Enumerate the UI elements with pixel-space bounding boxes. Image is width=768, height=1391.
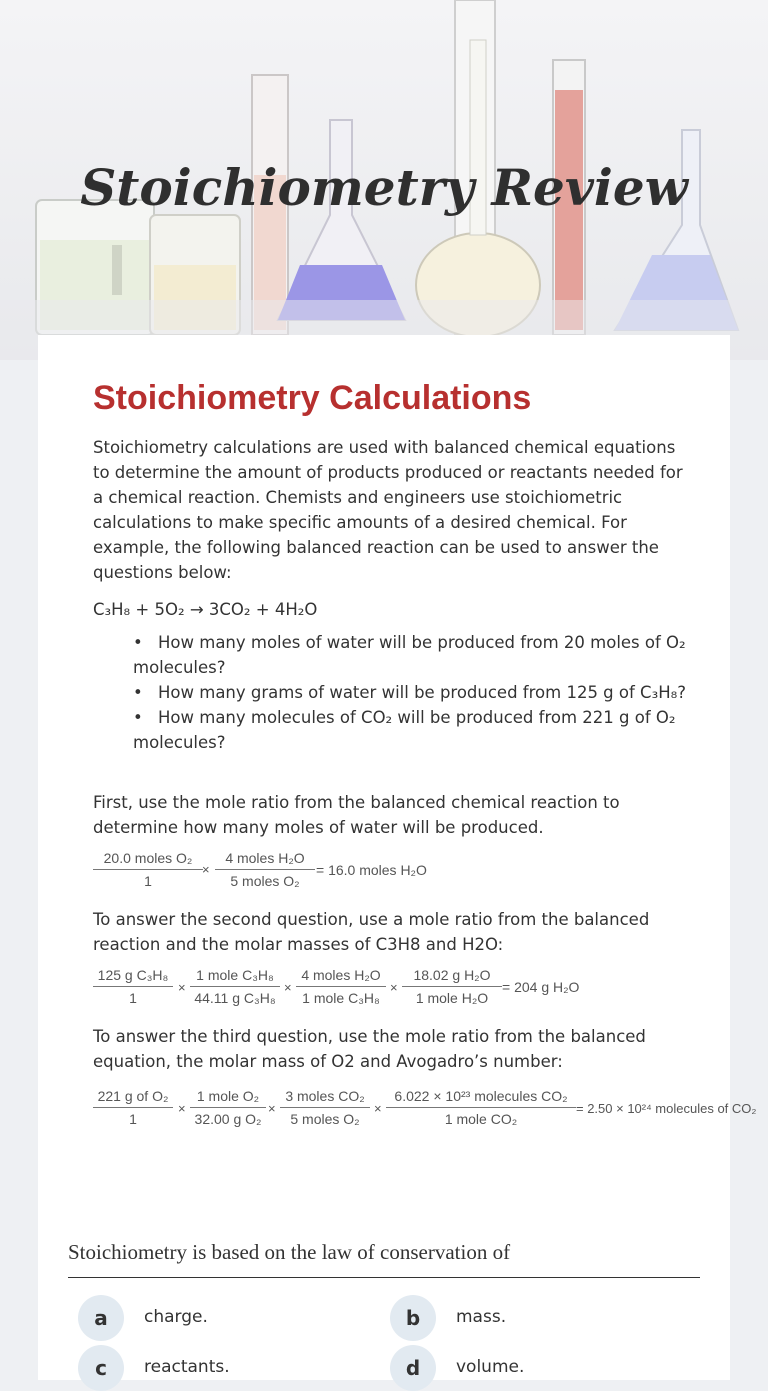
answer-option-a[interactable] xyxy=(78,1295,358,1341)
multiply-sign: × xyxy=(268,1101,276,1116)
answer-option-b[interactable] xyxy=(390,1295,670,1341)
bullet-icon: • xyxy=(133,633,143,652)
fraction: 4 moles H₂O 5 moles O₂ xyxy=(215,850,315,889)
fraction: 20.0 moles O₂ 1 xyxy=(93,850,203,889)
option-label: charge. xyxy=(144,1307,208,1327)
fraction: 18.02 g H₂O 1 mole H₂O xyxy=(402,967,502,1006)
page-title: Stoichiometry Review xyxy=(80,158,688,217)
fraction: 6.022 × 10²³ molecules CO₂ 1 mole CO₂ xyxy=(386,1088,576,1127)
option-letter: a xyxy=(78,1295,124,1341)
fraction: $\frac{\text{221 g of O₂}}{1}$ xyxy=(93,1088,173,1127)
fraction: 3 moles CO₂ 5 moles O₂ xyxy=(280,1088,370,1127)
fraction: $\frac{\text{125 g C₃H₈}}{1}$ xyxy=(93,967,173,1006)
header-banner xyxy=(0,0,768,360)
option-label: reactants. xyxy=(144,1357,230,1377)
multiply-sign: × xyxy=(202,862,210,877)
balanced-equation: C₃H₈ + 5O₂ → 3CO₂ + 4H₂O xyxy=(93,600,318,619)
list-item: • How many molecules of CO₂ will be produced from 221 g of O₂ molecules? xyxy=(133,705,693,755)
multiply-sign: × xyxy=(284,980,292,995)
bullet-icon: • xyxy=(133,683,143,702)
result: = 16.0 moles H₂O xyxy=(316,862,427,878)
list-item: • How many grams of water will be produced from 125 g of C₃H₈? xyxy=(133,680,693,705)
multiply-sign: × xyxy=(390,980,398,995)
answer-option-d[interactable] xyxy=(390,1345,670,1391)
result: = 204 g H₂O xyxy=(502,979,580,995)
step1-paragraph: First, use the mole ratio from the balanced chemical reaction to determine how many moles of water will be produced. xyxy=(93,793,620,837)
section-title: Stoichiometry Calculations xyxy=(93,379,532,417)
option-label: volume. xyxy=(456,1357,525,1377)
step2-paragraph: To answer the second question, use a mole ratio from the balanced reaction and the molar masses of C3H8 and H2O: xyxy=(93,910,650,954)
content-card xyxy=(38,335,757,1380)
list-item: • How many moles of water will be produced from 20 moles of O₂ molecules? xyxy=(133,630,693,680)
bullet-icon: • xyxy=(133,708,143,727)
fraction: 1 mole O₂ 32.00 g O₂ xyxy=(190,1088,266,1127)
option-label: mass. xyxy=(456,1307,507,1327)
step3-paragraph: To answer the third question, use the mole ratio from the balanced equation, the molar mass of O2 and Avogadro’s number: xyxy=(93,1027,646,1071)
question-list xyxy=(133,630,693,755)
multiply-sign: × xyxy=(178,980,186,995)
quiz-question: Stoichiometry is based on the law of conservation of xyxy=(68,1240,700,1278)
intro-paragraph: Stoichiometry calculations are used with balanced chemical equations to determine the amount of products produced or reactants needed for a chemical reaction. Chemists and engineers use stoichiometric calculations to make specific amounts of a desired chemical. For example, the following balanced reaction can be used to answer the questions below: xyxy=(93,438,683,582)
result: = 2.50 × 10²⁴ molecules of CO₂ xyxy=(576,1101,757,1116)
option-letter: d xyxy=(390,1345,436,1391)
fraction: 1 mole C₃H₈ 44.11 g C₃H₈ xyxy=(190,967,280,1006)
option-letter: c xyxy=(78,1345,124,1391)
answer-option-c[interactable] xyxy=(78,1345,358,1391)
multiply-sign: × xyxy=(178,1101,186,1116)
option-letter: b xyxy=(390,1295,436,1341)
fraction: 4 moles H₂O 1 mole C₃H₈ xyxy=(296,967,386,1006)
multiply-sign: × xyxy=(374,1101,382,1116)
